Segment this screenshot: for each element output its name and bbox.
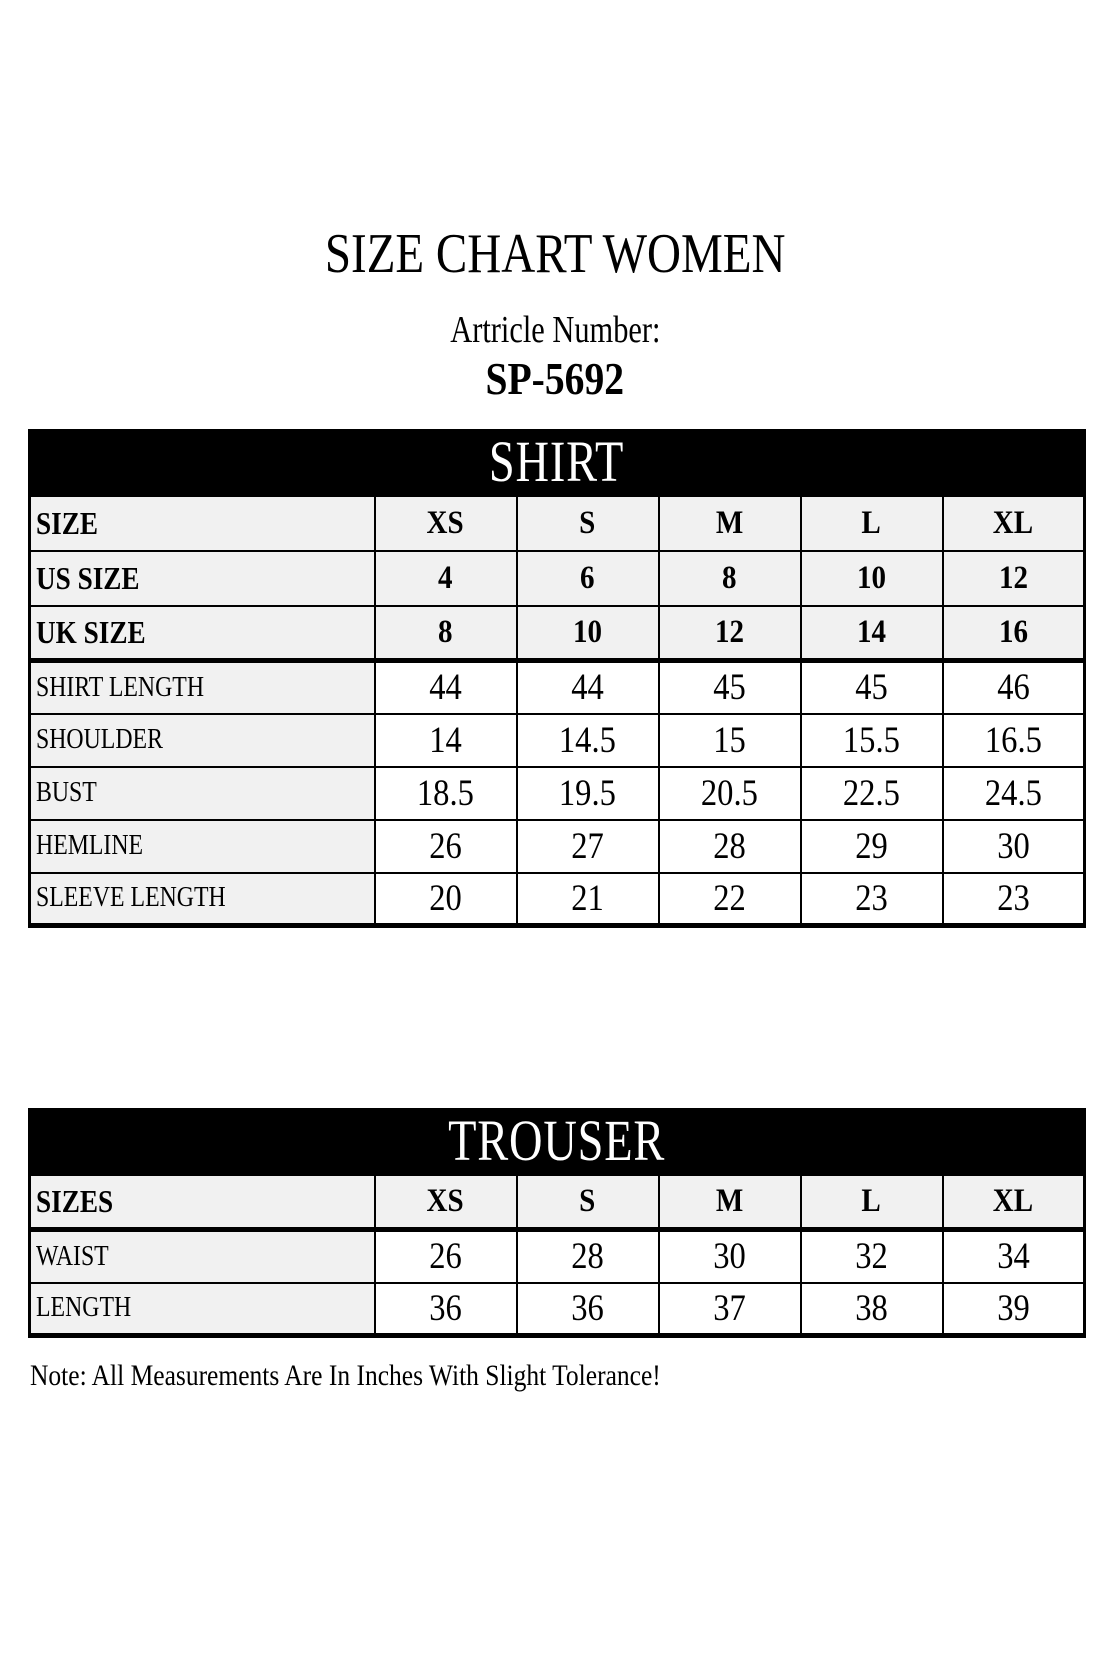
row-shirt-length (30, 661, 1085, 714)
row-label: SIZE (36, 504, 98, 541)
row-label: WAIST (36, 1240, 109, 1272)
cell-value: 16.5 (984, 719, 1042, 761)
row-shoulder (30, 714, 1085, 767)
value-cell (375, 1175, 517, 1230)
row-label-cell (30, 496, 375, 551)
row-label-cell (30, 1175, 375, 1230)
cell-value: XL (993, 504, 1034, 541)
cell-value: 16 (998, 613, 1028, 650)
row-label: UK SIZE (36, 613, 146, 650)
value-cell (943, 714, 1085, 767)
value-cell (943, 496, 1085, 551)
cell-value: 37 (713, 1287, 746, 1329)
row-label-cell (30, 661, 375, 714)
value-cell (943, 661, 1085, 714)
value-cell (943, 820, 1085, 873)
row-label-cell (30, 1283, 375, 1336)
trouser-size-table (28, 1173, 1086, 1338)
trouser-section (28, 1108, 1086, 1338)
cell-value: 6 (580, 559, 595, 596)
value-cell (801, 496, 943, 551)
cell-value: 20 (429, 877, 462, 919)
value-cell (943, 767, 1085, 820)
cell-value: 21 (571, 877, 604, 919)
cell-value: 23 (855, 877, 888, 919)
value-cell (943, 1175, 1085, 1230)
row-label-cell (30, 551, 375, 606)
value-cell (943, 1230, 1085, 1283)
cell-value: 34 (996, 1236, 1030, 1278)
row-label: SHOULDER (36, 724, 163, 755)
value-cell (801, 714, 943, 767)
value-cell (375, 496, 517, 551)
cell-value: 39 (996, 1287, 1030, 1329)
value-cell (517, 873, 659, 926)
cell-value: 36 (429, 1287, 462, 1329)
value-cell (659, 1175, 801, 1230)
cell-value: 12 (714, 613, 745, 650)
value-cell (943, 551, 1085, 606)
row-uk-size (30, 606, 1085, 661)
row-label: BUST (36, 777, 97, 808)
row-us-size (30, 551, 1085, 606)
cell-value: 8 (722, 559, 737, 596)
cell-value: 8 (438, 613, 453, 650)
cell-value: 10 (572, 613, 603, 650)
cell-value: 45 (713, 667, 746, 709)
value-cell (375, 714, 517, 767)
page-title (0, 223, 1110, 285)
row-label: SHIRT LENGTH (36, 671, 205, 703)
value-cell (517, 606, 659, 661)
trouser-title: TROUSER (448, 1108, 666, 1173)
value-cell (659, 714, 801, 767)
value-cell (659, 1230, 801, 1283)
value-cell (943, 1283, 1085, 1336)
cell-value: 29 (855, 825, 888, 867)
cell-value: 28 (713, 825, 746, 867)
value-cell (517, 551, 659, 606)
cell-value: 23 (996, 877, 1030, 919)
row-hemline (30, 820, 1085, 873)
value-cell (801, 820, 943, 873)
cell-value: 18.5 (417, 772, 474, 814)
shirt-section (28, 429, 1086, 928)
cell-value: 32 (855, 1236, 888, 1278)
cell-value: 14 (856, 613, 887, 650)
cell-value: 10 (856, 559, 887, 596)
row-label-cell (30, 767, 375, 820)
measurement-note-text: Note: All Measurements Are In Inches With Slight Tolerance! (30, 1359, 661, 1392)
row-waist (30, 1230, 1085, 1283)
row-sleeve-length (30, 873, 1085, 926)
value-cell (943, 873, 1085, 926)
cell-value: 45 (855, 667, 888, 709)
value-cell (375, 1230, 517, 1283)
row-label-cell (30, 714, 375, 767)
value-cell (659, 551, 801, 606)
value-cell (517, 1230, 659, 1283)
article-number-value-text: SP-5692 (485, 354, 625, 404)
row-label-cell (30, 873, 375, 926)
value-cell (659, 820, 801, 873)
measurement-note (30, 1358, 1110, 1394)
trouser-title-bar (28, 1108, 1086, 1173)
value-cell (375, 820, 517, 873)
cell-value: 12 (998, 559, 1028, 596)
value-cell (801, 1230, 943, 1283)
row-label-cell (30, 606, 375, 661)
value-cell (517, 661, 659, 714)
row-label: LENGTH (36, 1292, 132, 1324)
value-cell (659, 873, 801, 926)
cell-value: M (715, 504, 744, 541)
cell-value: L (861, 1183, 882, 1219)
value-cell (375, 767, 517, 820)
cell-value: 30 (713, 1236, 746, 1278)
cell-value: 20.5 (701, 772, 758, 814)
cell-value: M (715, 1183, 744, 1219)
cell-value: 27 (571, 825, 604, 867)
cell-value: XL (993, 1183, 1034, 1219)
value-cell (801, 767, 943, 820)
cell-value: XS (426, 1183, 465, 1219)
value-cell (517, 714, 659, 767)
value-cell (659, 496, 801, 551)
value-cell (801, 551, 943, 606)
value-cell (659, 606, 801, 661)
cell-value: 26 (429, 1236, 462, 1278)
cell-value: 26 (429, 825, 462, 867)
cell-value: 15.5 (843, 719, 900, 761)
row-label-cell (30, 820, 375, 873)
value-cell (517, 767, 659, 820)
row-length (30, 1283, 1085, 1336)
row-label: SLEEVE LENGTH (36, 882, 226, 914)
cell-value: 19.5 (559, 772, 616, 814)
article-number-label-text: Artricle Number: (449, 309, 661, 351)
row-label: US SIZE (36, 559, 140, 596)
cell-value: 46 (996, 667, 1030, 709)
value-cell (517, 1175, 659, 1230)
value-cell (659, 1283, 801, 1336)
cell-value: L (861, 504, 882, 541)
value-cell (659, 661, 801, 714)
row-label: SIZES (36, 1183, 114, 1219)
shirt-title-bar (28, 429, 1086, 494)
value-cell (517, 820, 659, 873)
page-header (0, 0, 1110, 404)
cell-value: 15 (713, 719, 746, 761)
cell-value: 24.5 (984, 772, 1042, 814)
cell-value: 38 (855, 1287, 888, 1329)
value-cell (801, 1283, 943, 1336)
cell-value: 4 (438, 559, 453, 596)
article-number-value (0, 354, 1110, 404)
page-title-text: SIZE CHART WOMEN (324, 223, 786, 285)
cell-value: S (579, 1183, 596, 1219)
value-cell (943, 606, 1085, 661)
value-cell (375, 551, 517, 606)
value-cell (517, 496, 659, 551)
cell-value: 44 (429, 667, 462, 709)
cell-value: XS (426, 504, 465, 541)
row-bust (30, 767, 1085, 820)
value-cell (375, 606, 517, 661)
row-label: HEMLINE (36, 830, 144, 861)
value-cell (801, 606, 943, 661)
row-label-cell (30, 1230, 375, 1283)
cell-value: 14 (429, 719, 462, 761)
shirt-title: SHIRT (489, 429, 625, 494)
cell-value: 36 (571, 1287, 604, 1329)
cell-value: 28 (571, 1236, 604, 1278)
value-cell (801, 1175, 943, 1230)
value-cell (659, 767, 801, 820)
cell-value: 14.5 (559, 719, 616, 761)
value-cell (375, 1283, 517, 1336)
value-cell (375, 661, 517, 714)
value-cell (517, 1283, 659, 1336)
cell-value: 22.5 (843, 772, 900, 814)
cell-value: 22 (713, 877, 746, 919)
cell-value: S (579, 504, 596, 541)
value-cell (801, 873, 943, 926)
article-number-label (0, 308, 1110, 352)
cell-value: 44 (571, 667, 604, 709)
value-cell (801, 661, 943, 714)
row-sizes (30, 1175, 1085, 1230)
cell-value: 30 (996, 825, 1030, 867)
value-cell (375, 873, 517, 926)
row-size (30, 496, 1085, 551)
shirt-size-table (28, 494, 1086, 928)
